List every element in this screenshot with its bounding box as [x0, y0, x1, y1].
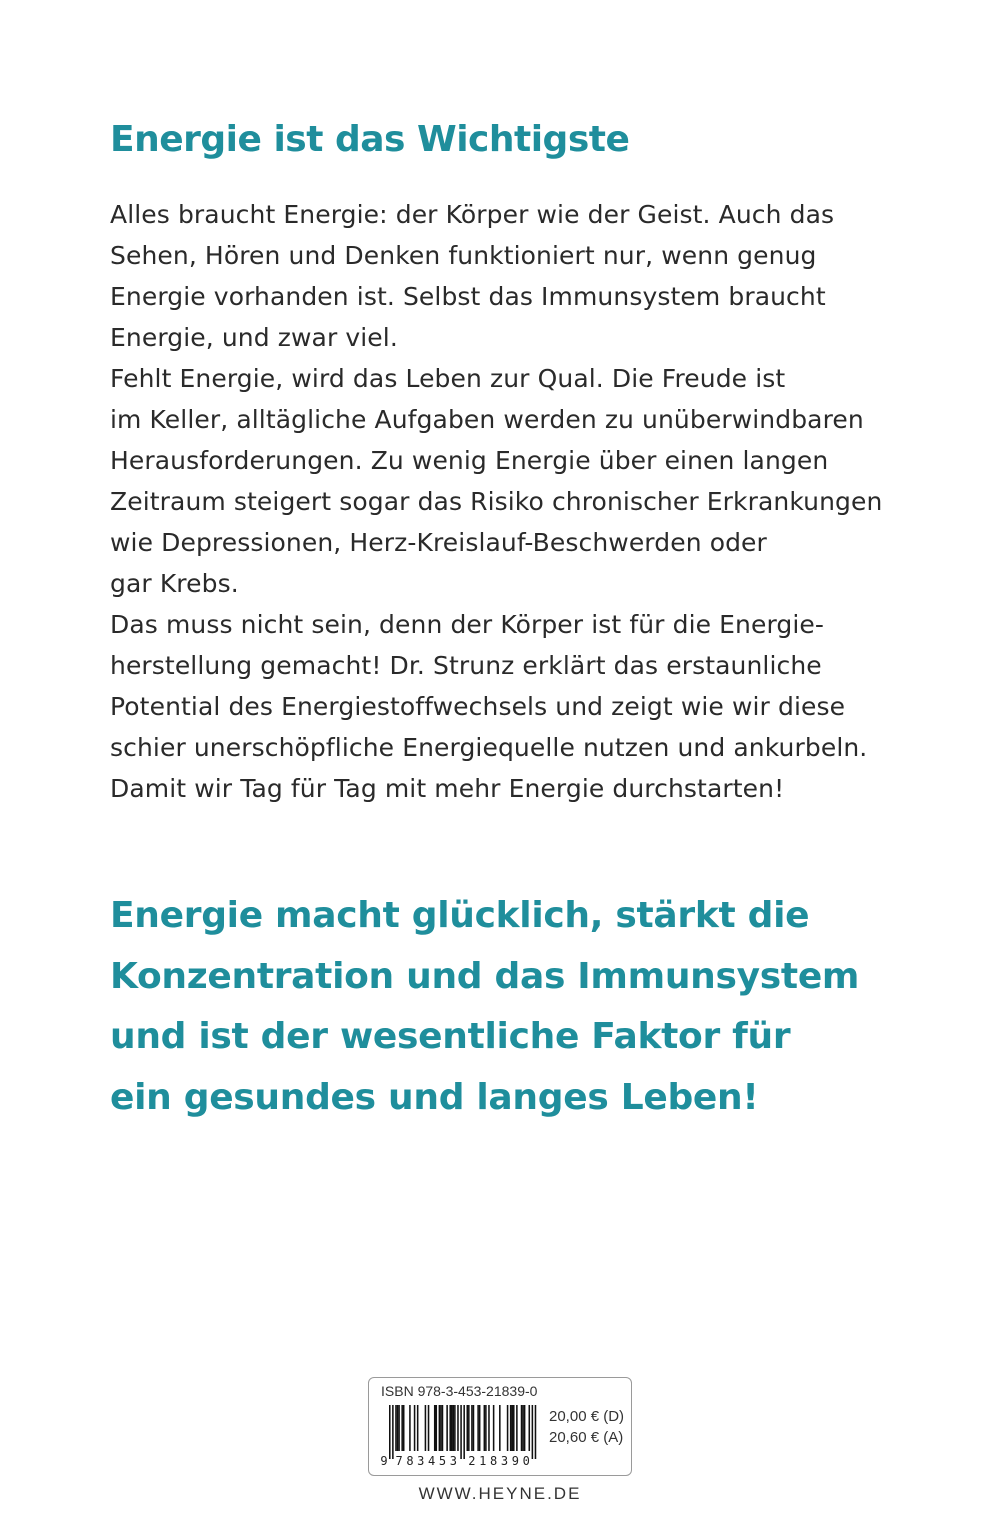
barcode-bar: [392, 1405, 394, 1459]
barcode-digit: 9: [511, 1454, 519, 1468]
price-germany: 20,00 € (D): [549, 1408, 625, 1425]
barcode-bar: [477, 1405, 479, 1451]
body-line: Fehlt Energie, wird das Leben zur Qual. Die Freude ist: [110, 364, 786, 393]
barcode-bar: [479, 1405, 481, 1451]
barcode-bar: [397, 1405, 399, 1451]
barcode-bar: [468, 1405, 470, 1451]
barcode-bar: [457, 1405, 459, 1451]
barcode-digit: 4: [428, 1454, 436, 1468]
barcode-digit: 3: [500, 1454, 509, 1468]
barcode-bar: [511, 1405, 513, 1451]
body-line: Zeitraum steigert sogar das Risiko chronischer Erkrankungen: [110, 487, 883, 516]
barcode-bar: [532, 1405, 534, 1459]
body-text: [110, 194, 930, 809]
barcode-bar: [467, 1405, 469, 1451]
barcode-bar: [535, 1405, 537, 1459]
barcode-digit: 8: [406, 1454, 414, 1468]
isbn-label: ISBN 978-3-453-21839-0: [381, 1383, 538, 1399]
tagline-line: Energie macht glücklich, stärkt die: [110, 895, 810, 936]
barcode-bar: [398, 1405, 400, 1451]
barcode-box: [368, 1377, 632, 1476]
barcode-bar: [454, 1405, 456, 1451]
barcode-bar: [449, 1405, 451, 1451]
barcode-bar: [460, 1405, 462, 1459]
tagline-line: Konzentration und das Immunsystem: [110, 955, 860, 997]
barcode-bar: [516, 1405, 518, 1451]
barcode-bar: [499, 1405, 501, 1451]
body-line: Energie vorhanden ist. Selbst das Immunsystem braucht: [110, 282, 826, 311]
barcode-bar: [403, 1405, 405, 1451]
barcode-digit: 2: [468, 1454, 476, 1468]
barcode-bar: [529, 1405, 531, 1451]
barcode-digit: 9: [380, 1454, 388, 1468]
body-line: wie Depressionen, Herz-Kreislauf-Beschwerden oder: [110, 528, 767, 557]
barcode-bar: [442, 1405, 444, 1451]
tagline-line: und ist der wesentliche Faktor für: [110, 1016, 791, 1057]
barcode-digit: 7: [395, 1454, 403, 1468]
barcode-digit: 0: [522, 1454, 530, 1468]
barcode-digit: 3: [449, 1454, 457, 1468]
barcode-digit: 8: [490, 1454, 498, 1468]
barcode-bar: [414, 1405, 416, 1451]
barcode-bar: [524, 1405, 526, 1451]
barcode-bar: [436, 1405, 438, 1451]
barcode-bar: [493, 1405, 495, 1451]
publisher-website: WWW.HEYNE.DE: [418, 1484, 582, 1503]
barcode-bar: [471, 1405, 473, 1451]
body-line: Alles braucht Energie: der Körper wie der Geist. Auch das: [110, 200, 835, 229]
barcode-digit: 5: [438, 1454, 447, 1468]
barcode-bar: [446, 1405, 448, 1451]
tagline-line: ein gesundes und langes Leben!: [110, 1076, 759, 1118]
barcode-bar: [485, 1405, 487, 1451]
body-line: gar Krebs.: [110, 569, 239, 598]
barcode-bar: [510, 1405, 512, 1451]
barcode-bar: [451, 1405, 453, 1451]
section-heading: Energie ist das Wichtigste: [110, 119, 630, 160]
body-line: Damit wir Tag für Tag mit mehr Energie durchstarten!: [110, 774, 785, 803]
barcode-bar: [417, 1405, 419, 1451]
barcode: [379, 1405, 543, 1469]
barcode-bar: [389, 1405, 391, 1459]
barcode-bar: [434, 1405, 436, 1451]
barcode-bar: [463, 1405, 465, 1459]
barcode-bar: [521, 1405, 523, 1451]
barcode-bar: [440, 1405, 442, 1451]
barcode-bar: [425, 1405, 427, 1451]
body-line: Potential des Energiestoffwechsels und zeigt wie wir diese: [110, 692, 846, 721]
barcode-bar: [473, 1405, 475, 1451]
barcode-digit: 1: [479, 1454, 487, 1468]
barcode-bar: [395, 1405, 397, 1451]
body-line: im Keller, alltägliche Aufgaben werden zu unüberwindbaren: [110, 405, 864, 434]
body-line: herstellung gemacht! Dr. Strunz erklärt das erstaunliche: [110, 651, 822, 680]
body-line: Das muss nicht sein, denn der Körper ist für die Energie-: [110, 610, 825, 639]
barcode-bar: [522, 1405, 524, 1451]
barcode-bar: [488, 1405, 490, 1451]
body-line: Herausforderungen. Zu wenig Energie über einen langen: [110, 446, 829, 475]
barcode-bar: [401, 1405, 403, 1451]
barcode-bar: [484, 1405, 486, 1451]
tagline: [110, 886, 970, 1128]
barcode-bar: [453, 1405, 455, 1451]
barcode-digit: 3: [417, 1454, 425, 1468]
body-line: Energie, und zwar viel.: [110, 323, 398, 352]
barcode-bar: [507, 1405, 509, 1451]
barcode-bar: [428, 1405, 430, 1451]
barcode-bar: [409, 1405, 411, 1451]
price-austria: 20,60 € (A): [549, 1429, 624, 1446]
barcode-bar: [513, 1405, 515, 1451]
body-line: Sehen, Hören und Denken funktioniert nur, wenn genug: [110, 241, 817, 270]
barcode-bar: [439, 1405, 441, 1451]
body-line: schier unerschöpfliche Energiequelle nutzen und ankurbeln.: [110, 733, 868, 762]
